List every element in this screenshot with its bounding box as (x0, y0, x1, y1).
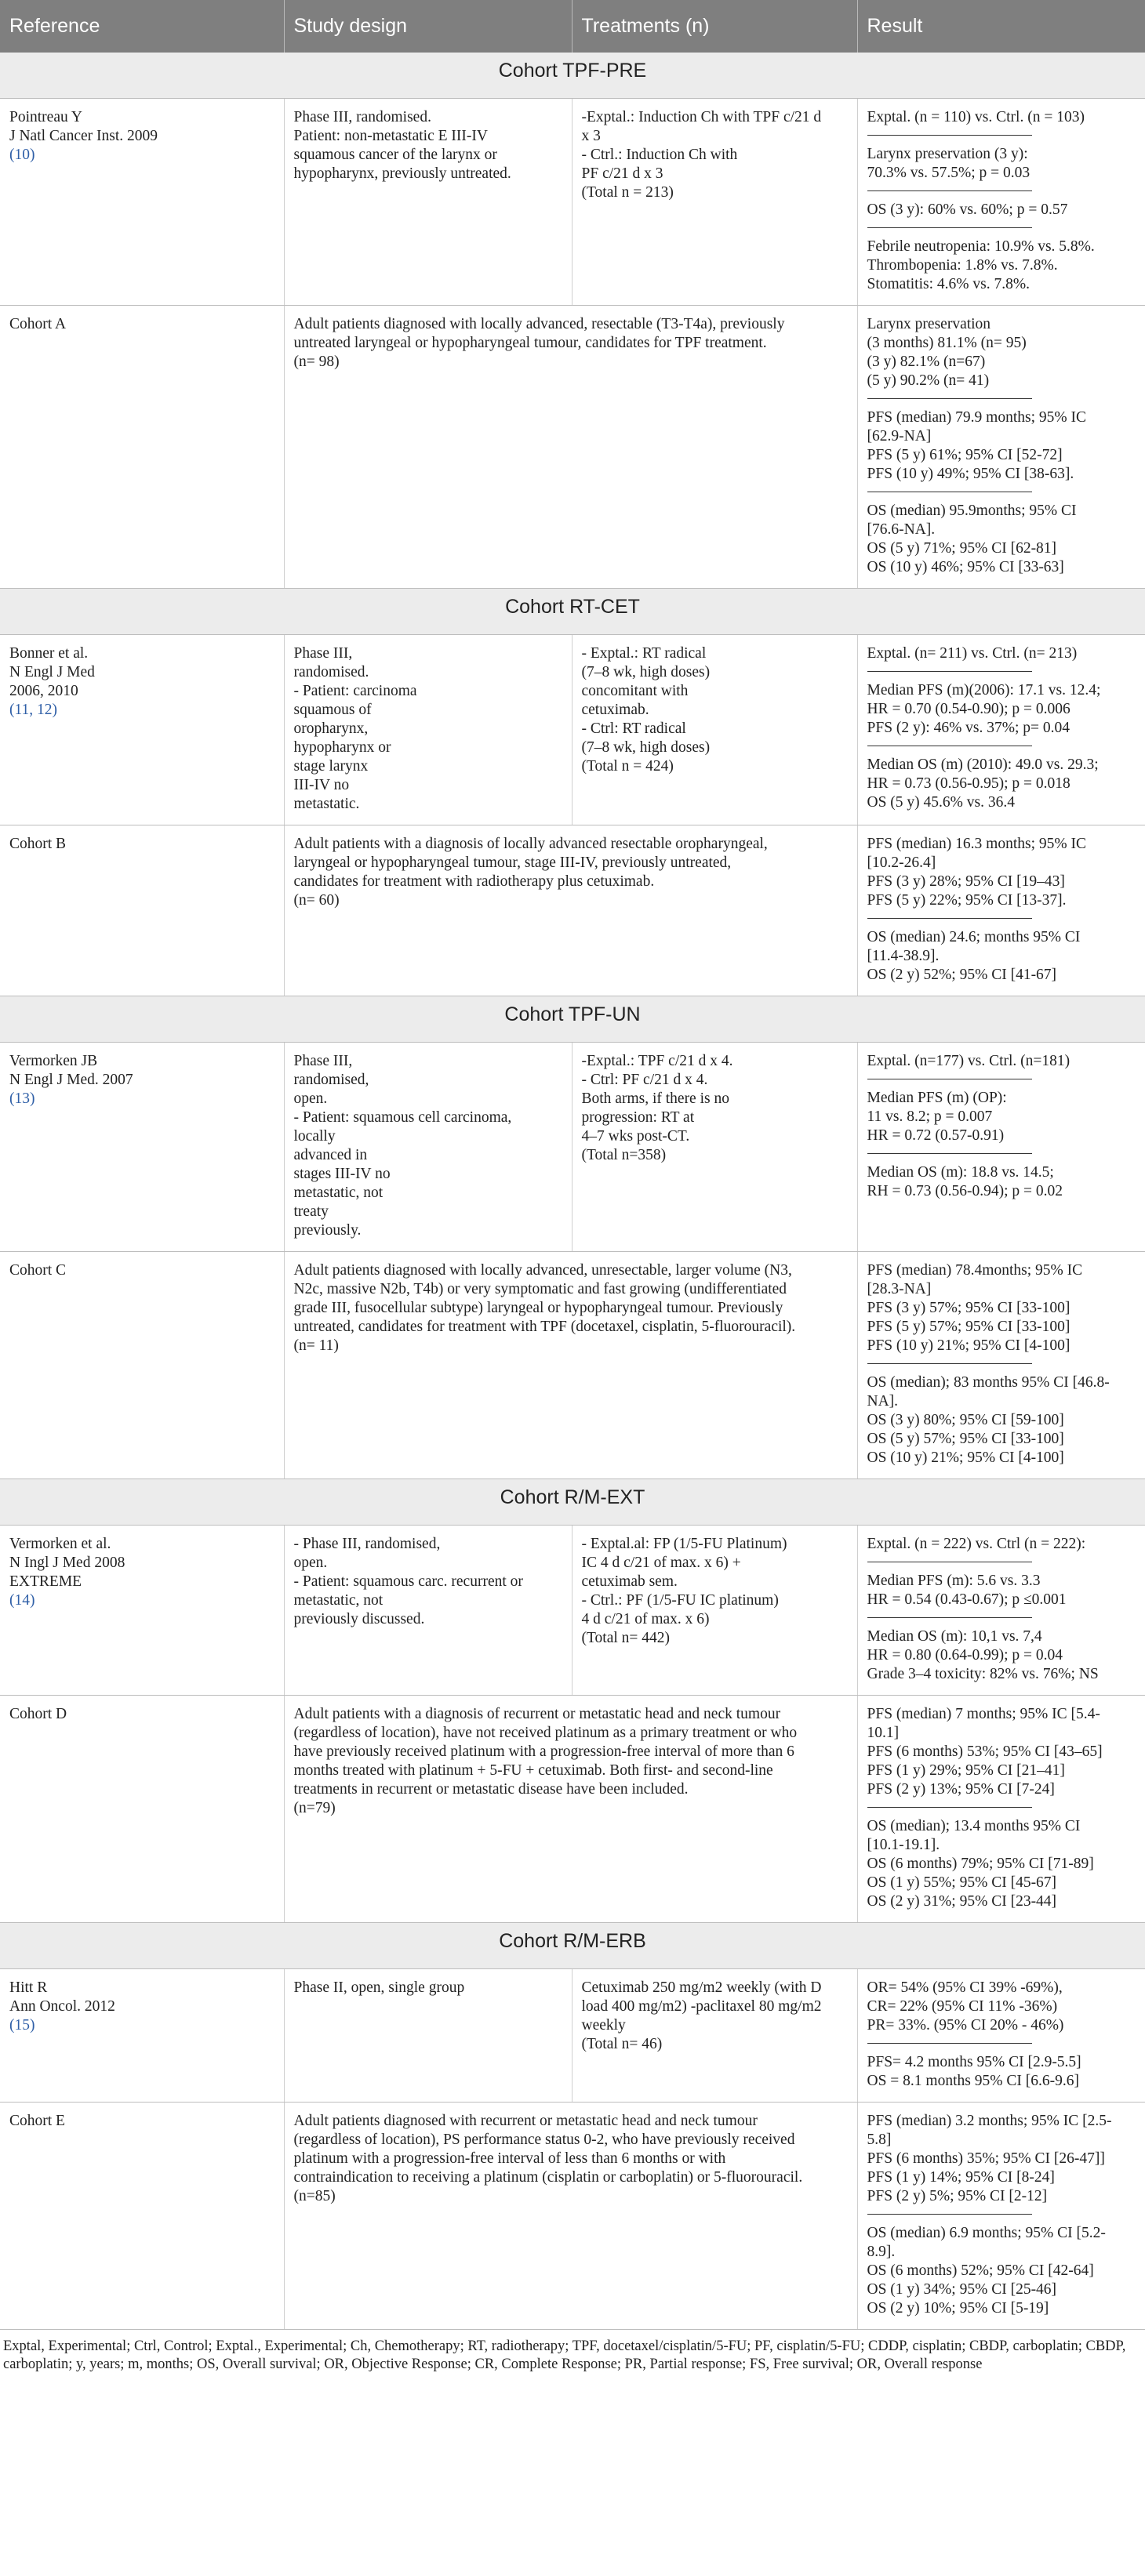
text-line: weekly (581, 2017, 626, 2034)
table-row (0, 1252, 1145, 1479)
header-result: Result (857, 0, 1145, 53)
text-line: - Exptal.al: FP (1/5-FU Platinum) (581, 1536, 787, 1552)
text-line: OS (median); 13.4 months 95% CI (867, 1818, 1081, 1834)
study-design-cell (284, 2103, 857, 2330)
reference-cell (0, 99, 284, 306)
result-cell (857, 1526, 1145, 1696)
text-line: Larynx preservation (867, 316, 991, 332)
text-line: OS (2 y) 10%; 95% CI [5-19] (867, 2300, 1049, 2317)
text-line: Adult patients diagnosed with locally advanced, resectable (T3-T4a), previously (293, 316, 785, 332)
text-line: metastatic, not (293, 1592, 383, 1609)
text-line: concomitant with (581, 683, 689, 699)
text-line: PFS (10 y) 21%; 95% CI [4-100] (867, 1337, 1070, 1354)
text-line: OR= 54% (95% CI 39% -69%), (867, 1979, 1063, 1996)
text-line: OS (1 y) 34%; 95% CI [25-46] (867, 2281, 1057, 2298)
text-line: (n=85) (293, 2188, 336, 2204)
header-reference: Reference (0, 0, 284, 53)
text-line: PF c/21 d x 3 (581, 165, 663, 182)
cohort-header-row (0, 589, 1145, 635)
text-line: untreated, candidates for treatment with TPF (docetaxel, cisplatin, 5-fluorouracil). (293, 1319, 796, 1335)
text-line: cetuximab sem. (581, 1573, 678, 1590)
treatments-cell (572, 635, 857, 825)
text-line: PFS (5 y) 61%; 95% CI [52-72] (867, 447, 1063, 463)
text-line: Adult patients diagnosed with recurrent or metastatic head and neck tumour (293, 2113, 758, 2129)
text-line: PFS (5 y) 22%; 95% CI [13-37]. (867, 892, 1067, 909)
citation-link[interactable]: (11, 12) (9, 702, 58, 718)
treatments-cell (572, 1526, 857, 1696)
text-line: 4 d c/21 of max. x 6) (581, 1611, 710, 1627)
text-line: PFS (median) 3.2 months; 95% IC [2.5- (867, 2113, 1112, 2129)
text-line: Ann Oncol. 2012 (9, 1998, 115, 2015)
result-cell (857, 1969, 1145, 2103)
table-row (0, 99, 1145, 306)
result-divider (867, 398, 1032, 399)
text-line: OS (6 months) 79%; 95% CI [71-89] (867, 1856, 1094, 1872)
result-divider (867, 2043, 1032, 2044)
text-line: 8.9]. (867, 2244, 896, 2260)
reference-cell (0, 1696, 284, 1923)
cohort-title: Cohort RT-CET (0, 589, 1145, 635)
text-line: N Engl J Med. 2007 (9, 1072, 133, 1088)
text-line: randomised, (293, 1072, 369, 1088)
cohort-header-row (0, 996, 1145, 1043)
text-line: Cohort B (9, 836, 67, 852)
result-cell (857, 1043, 1145, 1252)
text-line: - Ctrl: PF c/21 d x 4. (581, 1072, 708, 1088)
text-line: CR= 22% (95% CI 11% -36%) (867, 1998, 1058, 2015)
text-line: N2c, massive N2b, T4b) or very symptomatic and fast growing (undifferentiated (293, 1281, 787, 1297)
text-line: OS (10 y) 21%; 95% CI [4-100] (867, 1449, 1064, 1466)
text-line: PFS (median) 16.3 months; 95% IC (867, 836, 1087, 852)
result-divider (867, 1363, 1032, 1364)
text-line: Hitt R (9, 1979, 48, 1996)
reference-cell (0, 1526, 284, 1696)
text-line: Cetuximab 250 mg/m2 weekly (with D (581, 1979, 822, 1996)
text-line: - Phase III, randomised, (293, 1536, 441, 1552)
text-line: PFS (median) 7 months; 95% IC [5.4- (867, 1706, 1100, 1722)
text-line: (3 months) 81.1% (n= 95) (867, 335, 1027, 351)
text-line: [11.4-38.9]. (867, 948, 940, 964)
table-row (0, 1696, 1145, 1923)
text-line: Vermorken JB (9, 1053, 98, 1069)
result-divider (867, 190, 1032, 191)
text-line: (3 y) 82.1% (n=67) (867, 354, 986, 370)
result-cell (857, 99, 1145, 306)
header-study-design: Study design (284, 0, 572, 53)
text-line: [62.9-NA] (867, 428, 932, 444)
reference-cell (0, 825, 284, 996)
text-line: Median OS (m): 10,1 vs. 7,4 (867, 1628, 1042, 1645)
result-cell (857, 635, 1145, 825)
text-line: - Patient: squamous carc. recurrent or (293, 1573, 523, 1590)
text-line: Febrile neutropenia: 10.9% vs. 5.8%. (867, 238, 1095, 255)
treatments-cell (572, 99, 857, 306)
text-line: (Total n=358) (581, 1147, 667, 1163)
text-line: Exptal. (n=177) vs. Ctrl. (n=181) (867, 1053, 1070, 1069)
study-design-cell (284, 1043, 572, 1252)
text-line: advanced in (293, 1147, 368, 1163)
text-line: (7–8 wk, high doses) (581, 664, 711, 680)
text-line: HR = 0.80 (0.64-0.99); p = 0.04 (867, 1647, 1063, 1664)
table-body (0, 53, 1145, 2330)
text-line: N Ingl J Med 2008 (9, 1555, 125, 1571)
study-design-cell (284, 99, 572, 306)
text-line: NA]. (867, 1393, 899, 1410)
text-line: PFS (1 y) 29%; 95% CI [21–41] (867, 1762, 1065, 1779)
study-design-cell (284, 306, 857, 589)
text-line: PR= 33%. (95% CI 20% - 46%) (867, 2017, 1064, 2034)
text-line: (n= 11) (293, 1337, 339, 1354)
text-line: - Ctrl.: Induction Ch with (581, 147, 738, 163)
text-line: [28.3-NA] (867, 1281, 932, 1297)
study-design-cell (284, 1696, 857, 1923)
header-treatments: Treatments (n) (572, 0, 857, 53)
table-row (0, 635, 1145, 825)
result-cell (857, 306, 1145, 589)
cohort-header-row (0, 53, 1145, 99)
text-line: (5 y) 90.2% (n= 41) (867, 372, 990, 389)
text-line: metastatic. (293, 796, 360, 812)
result-cell (857, 1252, 1145, 1479)
text-line: - Ctrl.: PF (1/5-FU IC platinum) (581, 1592, 779, 1609)
text-line: IC 4 d c/21 of max. x 6) + (581, 1555, 741, 1571)
text-line: 70.3% vs. 57.5%; p = 0.03 (867, 165, 1030, 181)
text-line: OS (2 y) 52%; 95% CI [41-67] (867, 967, 1057, 983)
text-line: platinum with a progression-free interval of less than 6 months or with (293, 2150, 726, 2167)
header-row (0, 0, 1145, 53)
text-line: HR = 0.54 (0.43-0.67); p ≤0.001 (867, 1591, 1067, 1608)
text-line: HR = 0.72 (0.57-0.91) (867, 1127, 1005, 1144)
result-divider (867, 1617, 1032, 1618)
text-line: Stomatitis: 4.6% vs. 7.8%. (867, 276, 1030, 292)
text-line: have previously received platinum with a progression-free interval of more than 6 (293, 1743, 794, 1760)
text-line: PFS= 4.2 months 95% CI [2.9-5.5] (867, 2054, 1081, 2070)
table-row (0, 2103, 1145, 2330)
study-design-cell (284, 1252, 857, 1479)
text-line: EXTREME (9, 1573, 82, 1590)
text-line: PFS (1 y) 14%; 95% CI [8-24] (867, 2169, 1055, 2186)
text-line: (Total n= 46) (581, 2036, 663, 2052)
text-line: -Exptal.: TPF c/21 d x 4. (581, 1053, 733, 1069)
text-line: x 3 (581, 128, 601, 144)
text-line: HR = 0.70 (0.54-0.90); p = 0.006 (867, 701, 1070, 717)
text-line: candidates for treatment with radiotherapy plus cetuximab. (293, 873, 655, 890)
text-line: Vermorken et al. (9, 1536, 111, 1552)
table-row (0, 1969, 1145, 2103)
text-line: OS (5 y) 45.6% vs. 36.4 (867, 794, 1015, 811)
text-line: 2006, 2010 (9, 683, 78, 699)
text-line: Exptal. (n = 222) vs. Ctrl (n = 222): (867, 1536, 1086, 1552)
text-line: [10.1-19.1]. (867, 1837, 940, 1853)
table-row (0, 1526, 1145, 1696)
citation-link[interactable]: (15) (9, 2017, 35, 2034)
text-line: Adult patients with a diagnosis of recurrent or metastatic head and neck tumour (293, 1706, 781, 1722)
text-line: Pointreau Y (9, 109, 82, 125)
text-line: treatments in recurrent or metastatic disease have been included. (293, 1781, 689, 1798)
text-line: OS (median) 6.9 months; 95% CI [5.2- (867, 2225, 1106, 2241)
result-cell (857, 825, 1145, 996)
result-divider (867, 1807, 1032, 1808)
text-line: OS (median); 83 months 95% CI [46.8- (867, 1374, 1110, 1391)
result-divider (867, 671, 1032, 672)
text-line: Grade 3–4 toxicity: 82% vs. 76%; NS (867, 1666, 1099, 1682)
text-line: PFS (10 y) 49%; 95% CI [38-63]. (867, 466, 1074, 482)
text-line: Cohort C (9, 1262, 67, 1279)
text-line: (Total n= 442) (581, 1630, 671, 1646)
text-line: Median OS (m) (2010): 49.0 vs. 29.3; (867, 756, 1099, 773)
text-line: 4–7 wks post-CT. (581, 1128, 690, 1145)
text-line: J Natl Cancer Inst. 2009 (9, 128, 158, 144)
result-divider (867, 135, 1032, 136)
text-line: (regardless of location), PS performance status 0-2, who have previously received (293, 2132, 795, 2148)
text-line: untreated laryngeal or hypopharyngeal tumour, candidates for TPF treatment. (293, 335, 767, 351)
reference-cell (0, 1969, 284, 2103)
text-line: Patient: non-metastatic E III-IV (293, 128, 488, 144)
text-line: OS (5 y) 71%; 95% CI [62-81] (867, 540, 1057, 557)
reference-cell (0, 1252, 284, 1479)
text-line: hypopharynx or (293, 739, 391, 756)
text-line: PFS (6 months) 35%; 95% CI [26-47]] (867, 2150, 1105, 2167)
text-line: Median OS (m): 18.8 vs. 14.5; (867, 1164, 1054, 1181)
text-line: OS (median) 24.6; months 95% CI (867, 929, 1081, 945)
study-design-cell (284, 1526, 572, 1696)
text-line: Bonner et al. (9, 645, 89, 662)
text-line: 5.8] (867, 2132, 892, 2148)
study-design-cell (284, 635, 572, 825)
text-line: OS (10 y) 46%; 95% CI [33-63] (867, 559, 1064, 575)
reference-cell (0, 635, 284, 825)
text-line: (Total n = 213) (581, 184, 674, 201)
text-line: OS (2 y) 31%; 95% CI [23-44] (867, 1893, 1057, 1910)
text-line: OS (3 y): 60% vs. 60%; p = 0.57 (867, 201, 1068, 218)
text-line: OS (median) 95.9months; 95% CI (867, 503, 1077, 519)
text-line: locally (293, 1128, 336, 1145)
text-line: Phase II, open, single group (293, 1979, 465, 1996)
result-divider (867, 918, 1032, 919)
text-line: open. (293, 1555, 328, 1571)
text-line: grade III, fusocellular subtype) laryngeal or hypopharyngeal tumour. Previously (293, 1300, 783, 1316)
text-line: Median PFS (m) (OP): (867, 1090, 1007, 1106)
text-line: treaty (293, 1203, 329, 1220)
text-line: [10.2-26.4] (867, 854, 936, 871)
text-line: Thrombopenia: 1.8% vs. 7.8%. (867, 257, 1058, 274)
text-line: oropharynx, (293, 720, 369, 737)
text-line: stages III-IV no (293, 1166, 391, 1182)
text-line: PFS (3 y) 28%; 95% CI [19–43] (867, 873, 1065, 890)
text-line: - Patient: carcinoma (293, 683, 417, 699)
cohort-header-row (0, 1479, 1145, 1526)
text-line: N Engl J Med (9, 664, 95, 680)
result-divider (867, 227, 1032, 228)
cohort-title: Cohort TPF-PRE (0, 53, 1145, 99)
text-line: PFS (6 months) 53%; 95% CI [43–65] (867, 1743, 1103, 1760)
text-line: Cohort E (9, 2113, 65, 2129)
cohort-title: Cohort TPF-UN (0, 996, 1145, 1043)
citation-link[interactable]: (13) (9, 1090, 35, 1107)
text-line: - Ctrl: RT radical (581, 720, 686, 737)
study-design-cell (284, 825, 857, 996)
text-line: Adult patients diagnosed with locally advanced, unresectable, larger volume (N3, (293, 1262, 792, 1279)
reference-cell (0, 2103, 284, 2330)
text-line: months treated with platinum + 5-FU + cetuximab. Both first- and second-line (293, 1762, 773, 1779)
text-line: Exptal. (n = 110) vs. Ctrl. (n = 103) (867, 109, 1085, 125)
reference-cell (0, 1043, 284, 1252)
text-line: metastatic, not (293, 1185, 383, 1201)
result-divider (867, 2214, 1032, 2215)
text-line: laryngeal or hypopharyngeal tumour, stage III-IV, previously untreated, (293, 854, 732, 871)
text-line: RH = 0.73 (0.56-0.94); p = 0.02 (867, 1183, 1063, 1199)
text-line: (n=79) (293, 1800, 336, 1816)
text-line: 11 vs. 8.2; p = 0.007 (867, 1108, 993, 1125)
text-line: PFS (3 y) 57%; 95% CI [33-100] (867, 1300, 1070, 1316)
text-line: -Exptal.: Induction Ch with TPF c/21 d (581, 109, 822, 125)
text-line: (7–8 wk, high doses) (581, 739, 711, 756)
text-line: III-IV no (293, 777, 350, 793)
text-line: previously. (293, 1222, 362, 1239)
text-line: PFS (2 y) 5%; 95% CI [2-12] (867, 2188, 1048, 2204)
text-line: PFS (2 y) 13%; 95% CI [7-24] (867, 1781, 1055, 1798)
text-line: Phase III, (293, 1053, 353, 1069)
text-line: cetuximab. (581, 702, 649, 718)
text-line: Exptal. (n= 211) vs. Ctrl. (n= 213) (867, 645, 1078, 662)
table-row (0, 306, 1145, 589)
text-line: previously discussed. (293, 1611, 425, 1627)
text-line: - Patient: squamous cell carcinoma, (293, 1109, 512, 1126)
treatments-cell (572, 1969, 857, 2103)
text-line: Cohort A (9, 316, 67, 332)
cohort-title: Cohort R/M-ERB (0, 1923, 1145, 1969)
text-line: contraindication to receiving a platinum (cisplatin or carboplatin) or 5-fluorouracil. (293, 2169, 803, 2186)
text-line: OS (3 y) 80%; 95% CI [59-100] (867, 1412, 1064, 1428)
table-row (0, 1043, 1145, 1252)
result-cell (857, 1696, 1145, 1923)
result-divider (867, 1153, 1032, 1154)
text-line: - Exptal.: RT radical (581, 645, 707, 662)
text-line: (regardless of location), have not received platinum as a primary treatment or who (293, 1725, 798, 1741)
result-cell (857, 2103, 1145, 2330)
text-line: HR = 0.73 (0.56-0.95); p = 0.018 (867, 775, 1070, 792)
text-line: Phase III, randomised. (293, 109, 431, 125)
text-line: PFS (median) 79.9 months; 95% IC (867, 409, 1087, 426)
treatments-cell (572, 1043, 857, 1252)
text-line: Phase III, (293, 645, 353, 662)
text-line: Both arms, if there is no (581, 1090, 729, 1107)
cohort-title: Cohort R/M-EXT (0, 1479, 1145, 1526)
text-line: PFS (5 y) 57%; 95% CI [33-100] (867, 1319, 1070, 1335)
text-line: (n= 60) (293, 892, 340, 909)
text-line: OS (1 y) 55%; 95% CI [45-67] (867, 1874, 1057, 1891)
text-line: Larynx preservation (3 y): (867, 146, 1028, 162)
text-line: (Total n = 424) (581, 758, 674, 775)
study-design-cell (284, 1969, 572, 2103)
table-row (0, 825, 1145, 996)
citation-link[interactable]: (14) (9, 1592, 35, 1609)
text-line: Cohort D (9, 1706, 67, 1722)
text-line: load 400 mg/m2) -paclitaxel 80 mg/m2 (581, 1998, 822, 2015)
text-line: PFS (2 y): 46% vs. 37%; p= 0.04 (867, 720, 1070, 736)
text-line: open. (293, 1090, 328, 1107)
text-line: randomised. (293, 664, 369, 680)
text-line: 10.1] (867, 1725, 900, 1741)
text-line: OS (5 y) 57%; 95% CI [33-100] (867, 1431, 1064, 1447)
cohort-header-row (0, 1923, 1145, 1969)
text-line: squamous of (293, 702, 372, 718)
text-line: Median PFS (m)(2006): 17.1 vs. 12.4; (867, 682, 1101, 698)
text-line: OS (6 months) 52%; 95% CI [42-64] (867, 2262, 1094, 2279)
text-line: stage larynx (293, 758, 369, 775)
footnote: Exptal, Experimental; Ctrl, Control; Exptal., Experimental; Ch, Chemotherapy; RT, radiotherapy; TPF, docetaxel/cisplatin/5-FU; PF, cisplatin/5-FU; CDDP, cisplatin; CBDP, carboplatin; CBDP, carboplatin; y, years; m, months; OS, Overall survival; OR, Objective Response; CR, Complete Response; PR, Partial response; FS, Free survival; OR, Overall response (3, 2338, 1126, 2372)
text-line: [76.6-NA]. (867, 521, 936, 538)
citation-link[interactable]: (10) (9, 147, 35, 163)
text-line: hypopharynx, previously untreated. (293, 165, 511, 182)
text-line: progression: RT at (581, 1109, 695, 1126)
text-line: OS = 8.1 months 95% CI [6.6-9.6] (867, 2073, 1079, 2089)
text-line: PFS (median) 78.4months; 95% IC (867, 1262, 1083, 1279)
text-line: Median PFS (m): 5.6 vs. 3.3 (867, 1573, 1041, 1589)
text-line: (n= 98) (293, 354, 340, 370)
text-line: Adult patients with a diagnosis of locally advanced resectable oropharyngeal, (293, 836, 768, 852)
text-line: squamous cancer of the larynx or (293, 147, 497, 163)
reference-cell (0, 306, 284, 589)
